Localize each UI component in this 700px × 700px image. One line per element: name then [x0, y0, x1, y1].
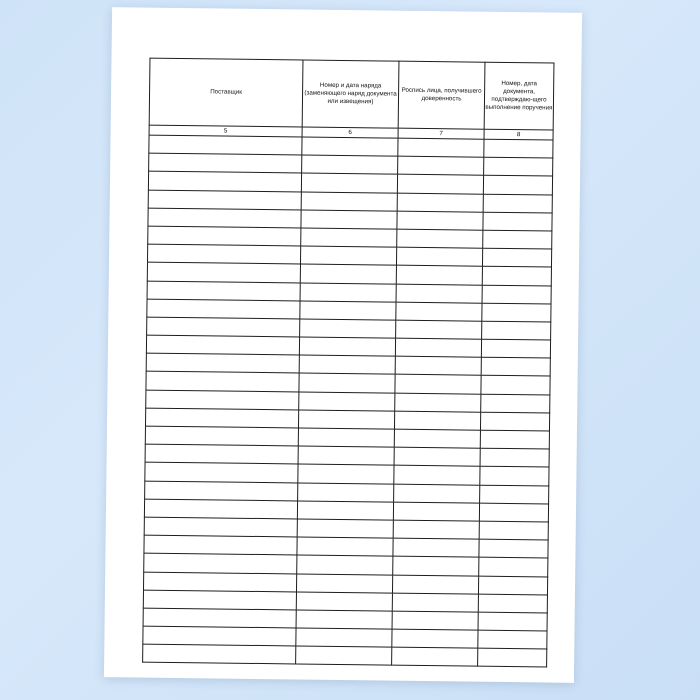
table-cell-empty[interactable] — [302, 155, 398, 174]
table-cell-empty[interactable] — [398, 138, 484, 157]
table-cell-empty[interactable] — [296, 610, 392, 629]
table-cell-empty[interactable] — [298, 483, 394, 502]
table-cell-empty[interactable] — [484, 139, 553, 158]
table-cell-empty[interactable] — [147, 281, 300, 301]
table-cell-empty[interactable] — [143, 626, 296, 646]
table-body — [143, 135, 553, 667]
table-cell-empty[interactable] — [394, 484, 480, 503]
table-cell-empty[interactable] — [147, 262, 300, 282]
table-cell-empty[interactable] — [478, 612, 547, 631]
table-cell-empty[interactable] — [298, 410, 394, 429]
table-cell-empty[interactable] — [299, 392, 395, 411]
table-cell-empty[interactable] — [146, 390, 299, 410]
table-cell-empty[interactable] — [301, 228, 397, 247]
table-cell-empty[interactable] — [302, 137, 398, 156]
table-cell-empty[interactable] — [298, 428, 394, 447]
table-cell-empty[interactable] — [145, 408, 298, 428]
table-cell-empty[interactable] — [483, 176, 552, 195]
table-cell-empty[interactable] — [392, 647, 478, 666]
table-cell-empty[interactable] — [482, 267, 551, 286]
table-cell-empty[interactable] — [146, 353, 299, 373]
table-cell-empty[interactable] — [296, 592, 392, 611]
table-cell-empty[interactable] — [396, 302, 482, 321]
table-cell-empty[interactable] — [482, 285, 551, 304]
table-cell-empty[interactable] — [481, 339, 550, 358]
table-cell-empty[interactable] — [143, 590, 296, 610]
table-cell-empty[interactable] — [148, 208, 301, 228]
table-cell-empty[interactable] — [481, 394, 550, 413]
table-cell-empty[interactable] — [296, 628, 392, 647]
column-number-8: 8 — [484, 129, 553, 140]
table-cell-empty[interactable] — [483, 194, 552, 213]
table-cell-empty[interactable] — [296, 573, 392, 592]
table-cell-empty[interactable] — [397, 229, 483, 248]
table-cell-empty[interactable] — [394, 429, 480, 448]
table-cell-empty[interactable] — [478, 630, 547, 649]
table-cell-empty[interactable] — [299, 373, 395, 392]
table-header — [149, 58, 554, 140]
table-cell-empty[interactable] — [392, 629, 478, 648]
table-cell-empty[interactable] — [394, 411, 480, 430]
table-cell-empty[interactable] — [147, 317, 300, 337]
column-number-6: 6 — [302, 127, 398, 138]
table-cell-empty[interactable] — [395, 375, 481, 394]
table-cell-empty[interactable] — [143, 572, 296, 592]
table-cell-empty[interactable] — [483, 230, 552, 249]
table-cell-empty[interactable] — [143, 644, 296, 664]
table-cell-empty[interactable] — [299, 337, 395, 356]
column-header-confirmation-document: Номер, дата документа, подтверждаю-щего выполнение поручения — [484, 62, 554, 130]
table-cell-empty[interactable] — [482, 248, 551, 267]
column-header-order-number-date: Номер и дата наряда (заменяющего наряд документа или извещения) — [302, 60, 399, 128]
table-cell-empty[interactable] — [145, 426, 298, 446]
table-cell-empty[interactable] — [392, 611, 478, 630]
table-cell-empty[interactable] — [392, 593, 478, 612]
table-cell-empty[interactable] — [300, 301, 396, 320]
table-cell-empty[interactable] — [147, 244, 300, 264]
table-cell-empty[interactable] — [393, 502, 479, 521]
table-cell-empty[interactable] — [482, 321, 551, 340]
table-cell-empty[interactable] — [297, 519, 393, 538]
table-header-row — [149, 58, 554, 130]
table-cell-empty[interactable] — [479, 503, 548, 522]
table-cell-empty[interactable] — [297, 537, 393, 556]
table-cell-empty[interactable] — [299, 355, 395, 374]
table-cell-empty[interactable] — [479, 539, 548, 558]
table-cell-empty[interactable] — [394, 466, 480, 485]
table-cell-empty[interactable] — [392, 575, 478, 594]
table-cell-empty[interactable] — [393, 520, 479, 539]
form-area — [142, 58, 553, 643]
table-cell-empty[interactable] — [301, 173, 397, 192]
table-cell-empty[interactable] — [396, 284, 482, 303]
table-cell-empty[interactable] — [394, 447, 480, 466]
table-row[interactable] — [143, 644, 547, 667]
table-cell-empty[interactable] — [396, 265, 482, 284]
table-cell-empty[interactable] — [480, 467, 549, 486]
table-cell-empty[interactable] — [145, 444, 298, 464]
table-cell-empty[interactable] — [398, 156, 484, 175]
table-cell-empty[interactable] — [144, 553, 297, 573]
table-cell-empty[interactable] — [300, 264, 396, 283]
table-cell-empty[interactable] — [479, 557, 548, 576]
table-cell-empty[interactable] — [300, 246, 396, 265]
table-cell-empty[interactable] — [298, 464, 394, 483]
table-cell-empty[interactable] — [149, 153, 302, 173]
table-cell-empty[interactable] — [395, 338, 481, 357]
table-cell-empty[interactable] — [297, 501, 393, 520]
table-cell-empty[interactable] — [396, 247, 482, 266]
table-cell-empty[interactable] — [480, 485, 549, 504]
table-cell-empty[interactable] — [479, 521, 548, 540]
table-cell-empty[interactable] — [300, 319, 396, 338]
table-cell-empty[interactable] — [482, 303, 551, 322]
table-cell-empty[interactable] — [483, 212, 552, 231]
table-cell-empty[interactable] — [298, 446, 394, 465]
table-cell-empty[interactable] — [147, 299, 300, 319]
table-cell-empty[interactable] — [301, 210, 397, 229]
table-cell-empty[interactable] — [395, 356, 481, 375]
table-cell-empty[interactable] — [148, 226, 301, 246]
table-cell-empty[interactable] — [396, 320, 482, 339]
table-cell-empty[interactable] — [481, 357, 550, 376]
table-cell-empty[interactable] — [296, 646, 392, 665]
table-cell-empty[interactable] — [148, 171, 301, 191]
table-cell-empty[interactable] — [145, 462, 298, 482]
table-cell-empty[interactable] — [480, 448, 549, 467]
table-cell-empty[interactable] — [393, 556, 479, 575]
table-cell-empty[interactable] — [478, 648, 547, 667]
table-cell-empty[interactable] — [480, 430, 549, 449]
table-cell-empty[interactable] — [300, 282, 396, 301]
table-cell-empty[interactable] — [484, 157, 553, 176]
column-number-7: 7 — [398, 128, 484, 139]
table-cell-empty[interactable] — [478, 594, 547, 613]
table-cell-empty[interactable] — [144, 499, 297, 519]
form-table — [142, 58, 554, 668]
table-cell-empty[interactable] — [480, 412, 549, 431]
table-cell-empty[interactable] — [146, 335, 299, 355]
column-number-5: 5 — [149, 125, 302, 137]
table-cell-empty[interactable] — [149, 135, 302, 155]
table-cell-empty[interactable] — [146, 372, 299, 392]
table-cell-empty[interactable] — [301, 192, 397, 211]
table-cell-empty[interactable] — [481, 376, 550, 395]
table-cell-empty[interactable] — [397, 211, 483, 230]
table-cell-empty[interactable] — [297, 555, 393, 574]
table-cell-empty[interactable] — [145, 481, 298, 501]
table-cell-empty[interactable] — [143, 608, 296, 628]
table-cell-empty[interactable] — [144, 517, 297, 537]
table-cell-empty[interactable] — [148, 190, 301, 210]
table-cell-empty[interactable] — [397, 193, 483, 212]
table-cell-empty[interactable] — [397, 175, 483, 194]
table-cell-empty[interactable] — [144, 535, 297, 555]
table-cell-empty[interactable] — [393, 538, 479, 557]
table-cell-empty[interactable] — [478, 576, 547, 595]
paper-sheet — [104, 7, 582, 683]
column-header-signature: Роспись лица, получившего доверенность — [398, 61, 485, 129]
column-header-supplier: Поставщик — [149, 58, 303, 127]
table-cell-empty[interactable] — [395, 393, 481, 412]
